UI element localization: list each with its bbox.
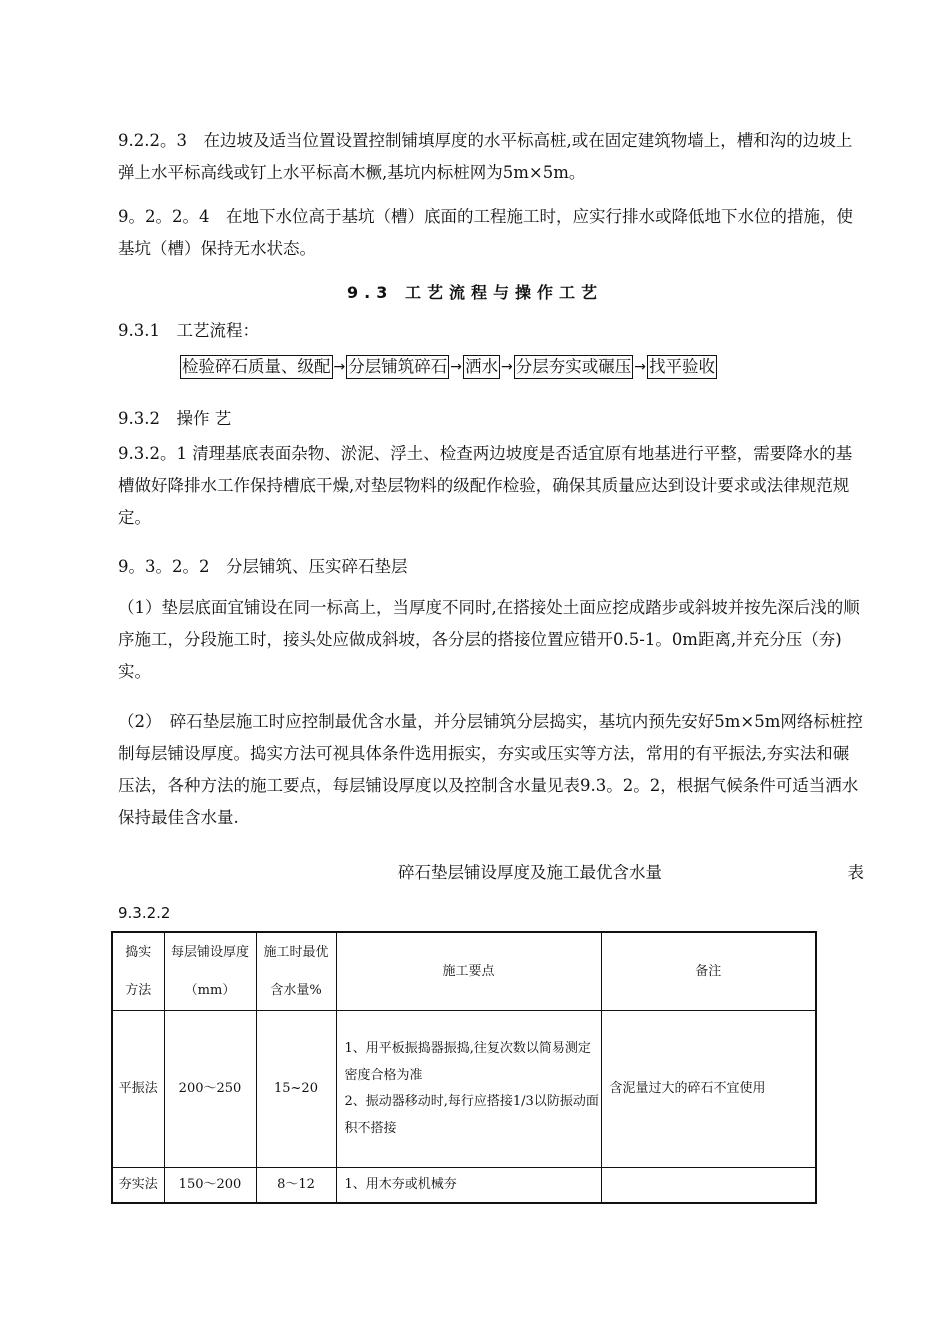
flow-step-4: 分层夯实或碾压: [514, 355, 634, 379]
header-thickness: 每层铺设厚度 （mm）: [164, 932, 256, 1011]
paragraph-9-2-2-3: 9.2.2。3 在边坡及适当位置设置控制铺填厚度的水平标高桩,或在固定建筑物墙上，槽和沟的边坡上弹上水平标高线或钉上水平标高木橛,基坑内标桩网为5m×5m。: [118, 131, 853, 182]
cell-points: 1、用平板振捣器振捣,往复次数以简易测定密度合格为准 2、振动器移动时,每行应搭接1/3以防振动面积不搭接: [336, 1011, 601, 1168]
cell-thickness: 200～250: [164, 1011, 256, 1168]
cell-method: 夯实法: [112, 1168, 164, 1204]
compaction-table: [111, 931, 817, 1204]
flow-arrow-icon: →: [634, 359, 646, 375]
table-label: 表: [847, 863, 864, 882]
table-number: 9.3.2.2: [118, 904, 171, 922]
cell-moisture: 15~20: [256, 1011, 336, 1168]
header-points: 施工要点: [336, 932, 601, 1011]
paragraph-9-3-2-2: 9。3。2。2 分层铺筑、压实碎石垫层: [118, 557, 408, 576]
table-title: 碎石垫层铺设厚度及施工最优含水量: [398, 863, 662, 882]
header-remark: 备注: [601, 932, 816, 1011]
flow-step-3: 洒水: [463, 355, 500, 379]
table-row: [112, 1168, 816, 1204]
table-row: [112, 1011, 816, 1168]
process-flow: [180, 354, 717, 380]
paragraph-item-2: （2） 碎石垫层施工时应控制最优含水量，并分层铺筑分层捣实，基坑内预先安好5m×5m网络标桩控制每层铺设厚度。捣实方法可视具体条件选用振实，夯实或压实等方法，常用的有平振法,夯实法和碾压法，各种方法的施工要点，每层铺设厚度以及控制含水量见表9.3。2。2，根据气候条件可适当洒水保持最佳含水量.: [118, 712, 863, 827]
header-moisture: 施工时最优 含水量%: [256, 932, 336, 1011]
cell-thickness: 150～200: [164, 1168, 256, 1204]
cell-moisture: 8～12: [256, 1168, 336, 1204]
section-heading: 9.3 工艺流程与操作工艺: [347, 283, 603, 302]
flow-arrow-icon: →: [333, 359, 346, 375]
flow-step-2: 分层铺筑碎石: [346, 355, 449, 379]
table-header-row: [112, 932, 816, 1011]
header-method: 捣实 方法: [112, 932, 164, 1011]
paragraph-item-1: （1）垫层底面宜铺设在同一标高上，当厚度不同时,在搭接处土面应挖成踏步或斜坡并按先深后浅的顺序施工，分段施工时，接头处应做成斜坡，各分层的搭接位置应错开0.5-1。0m距离,并充分压（夯)实。: [118, 598, 860, 681]
paragraph-9-2-2-4: 9。2。2。4 在地下水位高于基坑（槽）底面的工程施工时，应实行排水或降低地下水位的措施，使基坑（槽）保持无水状态。: [118, 207, 853, 258]
cell-points: 1、用木夯或机械夯: [336, 1168, 601, 1204]
flow-step-1: 检验碎石质量、级配: [180, 355, 333, 379]
cell-remark: [601, 1168, 816, 1204]
flow-step-5: 找平验收: [647, 355, 717, 379]
paragraph-9-3-2: 9.3.2 操作 艺: [118, 409, 232, 428]
flow-arrow-icon: →: [450, 359, 462, 375]
paragraph-9-3-2-1: 9.3.2。1 清理基底表面杂物、淤泥、浮土、检查两边坡度是否适宜原有地基进行平整，需要降水的基槽做好降排水工作保持槽底干燥,对垫层物料的级配作检验，确保其质量应达到设计要求或法律规范规定。: [118, 444, 853, 527]
flow-arrow-icon: →: [500, 359, 513, 375]
cell-remark: 含泥量过大的碎石不宜使用: [601, 1011, 816, 1168]
paragraph-9-3-1: 9.3.1 工艺流程：: [118, 321, 259, 340]
cell-method: 平振法: [112, 1011, 164, 1168]
